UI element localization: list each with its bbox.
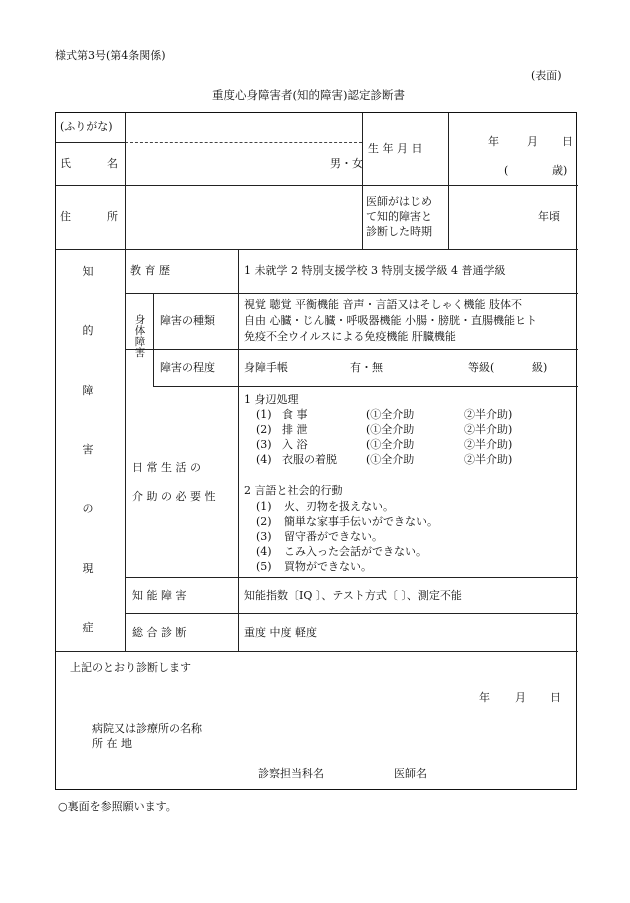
cert-year-unit: 年 <box>479 691 490 704</box>
self-care-num: (3) <box>256 438 272 451</box>
furigana-divider <box>125 142 362 143</box>
intellectual-disability-label: 知 能 障 害 <box>132 589 187 602</box>
row-divider <box>153 386 578 387</box>
certificate-form <box>55 112 577 790</box>
self-care-num: (2) <box>256 423 272 436</box>
intellectual-disability-symptoms-label: 知 的 障 害 の 現 症 <box>82 265 94 634</box>
diagnosis-period-label-1: 医師がはじめ <box>366 195 432 208</box>
social-item-num: (3) <box>256 530 272 543</box>
self-care-item: 排 泄 <box>282 423 308 436</box>
furigana-label-divider <box>56 142 125 143</box>
daily-life-label-2: 介 助 の 必 要 性 <box>132 490 216 503</box>
birth-day-unit: 日 <box>562 135 573 148</box>
physical-disability-label: 身 体 障 害 <box>134 314 146 359</box>
self-care-option-full[interactable]: (①全介助 <box>366 423 415 436</box>
social-item[interactable]: 簡単な家事手伝いができない。 <box>284 515 438 528</box>
hospital-address-label: 所 在 地 <box>92 737 132 750</box>
daily-life-label-1: 日 常 生 活 の <box>132 461 201 474</box>
column-divider <box>448 113 449 249</box>
birth-date-field[interactable] <box>451 115 575 183</box>
overall-diagnosis-label: 総 合 診 断 <box>132 626 187 639</box>
self-care-option-half[interactable]: ②半介助) <box>464 438 513 451</box>
row-divider <box>125 349 578 350</box>
social-item[interactable]: 留守番ができない。 <box>284 530 383 543</box>
row-divider <box>56 249 578 250</box>
self-care-option-full[interactable]: (①全介助 <box>366 438 415 451</box>
overall-diagnosis-options[interactable]: 重度 中度 軽度 <box>244 626 317 639</box>
furigana-label: (ふりがな) <box>60 120 113 133</box>
self-care-title: 1 身辺処理 <box>244 393 299 406</box>
birth-date-label: 生 年 月 日 <box>368 142 423 155</box>
self-care-item: 衣服の着脱 <box>282 453 337 466</box>
cert-month-unit: 月 <box>515 691 526 704</box>
form-number: 様式第3号(第4条関係) <box>55 49 166 62</box>
column-divider <box>153 293 154 386</box>
diagnosis-period-label-2: て知的障害と <box>366 210 432 223</box>
furigana-field[interactable] <box>127 115 359 140</box>
age-close: 歳) <box>552 164 568 177</box>
social-behavior-title: 2 言語と社会的行動 <box>244 484 343 497</box>
page-side-label: (表面) <box>531 69 562 82</box>
row-divider <box>56 651 578 652</box>
grade-label: 等級( <box>468 361 495 374</box>
self-care-num: (4) <box>256 453 272 466</box>
grade-close: 級) <box>532 361 548 374</box>
self-care-num: (1) <box>256 408 272 421</box>
department-label: 診察担当科名 <box>258 767 324 780</box>
row-divider <box>56 185 578 186</box>
social-item-num: (4) <box>256 545 272 558</box>
self-care-option-half[interactable]: ②半介助) <box>464 453 513 466</box>
diagnosis-period-value: 年頃 <box>538 210 560 223</box>
row-divider <box>125 613 578 614</box>
disability-type-line-3[interactable]: 免疫不全ウイルスによる免疫機能 肝臓機能 <box>244 330 456 343</box>
self-care-item: 入 浴 <box>282 438 308 451</box>
self-care-item: 食 事 <box>282 408 308 421</box>
address-label: 住 所 <box>60 210 118 223</box>
document-title: 重度心身障害者(知的障害)認定診断書 <box>212 88 405 102</box>
education-label: 教 育 歴 <box>130 264 170 277</box>
row-divider <box>125 293 578 294</box>
column-divider <box>125 113 126 651</box>
disability-type-label: 障害の種類 <box>160 314 215 327</box>
social-item-num: (2) <box>256 515 272 528</box>
hospital-name-label: 病院又は診療所の名称 <box>92 722 202 735</box>
social-item[interactable]: こみ入った会話ができない。 <box>284 545 427 558</box>
self-care-option-half[interactable]: ②半介助) <box>464 408 513 421</box>
column-divider <box>238 249 239 651</box>
social-item[interactable]: 火、刃物を扱えない。 <box>284 500 394 513</box>
diagnosis-period-label-3: 診断した時期 <box>366 225 432 238</box>
social-item[interactable]: 買物ができない。 <box>284 560 372 573</box>
social-item-num: (5) <box>256 560 272 573</box>
self-care-option-half[interactable]: ②半介助) <box>464 423 513 436</box>
address-field[interactable] <box>127 188 359 246</box>
handbook-label: 身障手帳 <box>244 361 288 374</box>
social-item-num: (1) <box>256 500 272 513</box>
name-label: 氏 名 <box>60 157 118 170</box>
birth-year-unit: 年 <box>488 135 499 148</box>
disability-degree-label: 障害の程度 <box>160 361 215 374</box>
footer-note: ○裏面を参照願います。 <box>58 800 177 813</box>
iq-field[interactable]: 知能指数〔IQ 〕、テスト方式〔 〕、測定不能 <box>244 589 462 602</box>
certification-statement: 上記のとおり診断します <box>70 661 191 674</box>
sex-option[interactable]: 男・女 <box>330 157 363 170</box>
self-care-option-full[interactable]: (①全介助 <box>366 408 415 421</box>
age-open: ( <box>504 164 509 177</box>
column-divider <box>362 113 363 249</box>
disability-type-line-1[interactable]: 視覚 聴覚 平衡機能 音声・言語又はそしゃく機能 肢体不 <box>244 298 522 311</box>
self-care-option-full[interactable]: (①全介助 <box>366 453 415 466</box>
education-options[interactable]: 1 未就学 2 特別支援学校 3 特別支援学級 4 普通学級 <box>244 264 506 277</box>
row-divider <box>125 577 578 578</box>
disability-type-line-2[interactable]: 自由 心臓・じん臓・呼吸器機能 小腸・膀胱・直腸機能ヒト <box>244 314 537 327</box>
handbook-presence[interactable]: 有・無 <box>350 361 383 374</box>
name-field[interactable] <box>127 145 327 183</box>
cert-day-unit: 日 <box>550 691 561 704</box>
doctor-name-label: 医師名 <box>394 767 427 780</box>
birth-month-unit: 月 <box>527 135 538 148</box>
